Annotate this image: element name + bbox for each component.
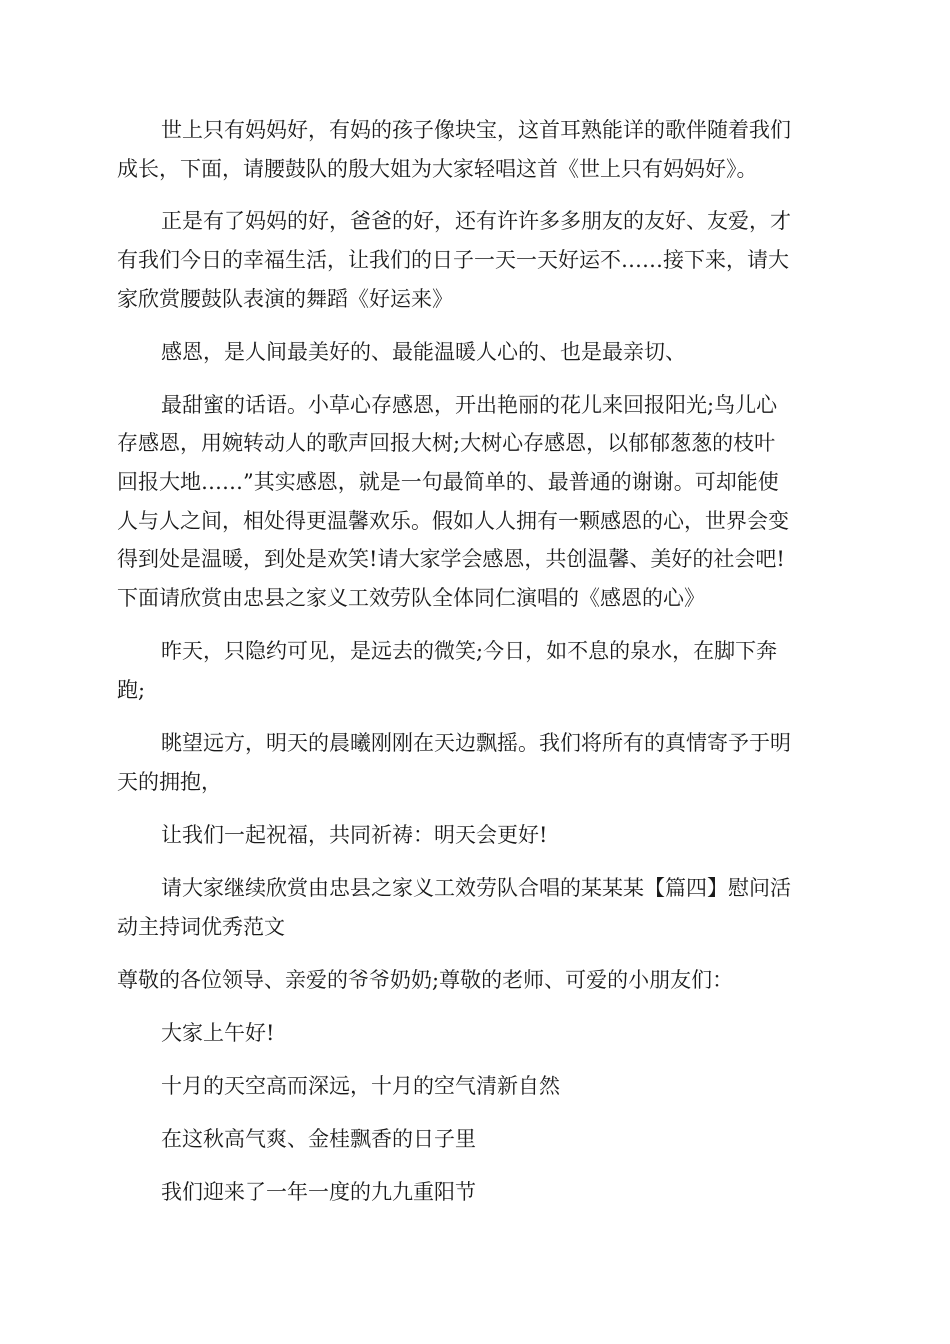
text-line: 我们迎来了一年一度的九九重阳节 (161, 1180, 476, 1204)
text-line: 下面请欣赏由忠县之家义工效劳队全体同仁演唱的《感恩的心》 (117, 586, 705, 610)
text-line: 最甜蜜的话语。小草心存感恩，开出艳丽的花儿来回报阳光;鸟儿心 (161, 393, 778, 417)
text-line: 有我们今日的幸福生活，让我们的日子一天一天好运不……接下来，请大 (117, 248, 789, 272)
text-line: 大家上午好! (161, 1021, 275, 1045)
text-line: 眺望远方，明天的晨曦刚刚在天边飘摇。我们将所有的真情寄予于明 (161, 731, 791, 755)
text-line: 正是有了妈妈的好，爸爸的好，还有许许多多朋友的友好、友爱，才 (161, 209, 791, 233)
text-line: 回报大地……”其实感恩，就是一句最简单的、最普通的谢谢。可却能使 (117, 470, 779, 494)
text-line: 家欣赏腰鼓队表演的舞蹈《好运来》 (117, 287, 453, 311)
text-line: 跑; (117, 678, 146, 702)
text-line: 十月的天空高而深远，十月的空气清新自然 (161, 1074, 560, 1098)
text-line: 人与人之间，相处得更温馨欢乐。假如人人拥有一颗感恩的心，世界会变 (117, 509, 789, 533)
text-line: 请大家继续欣赏由忠县之家义工效劳队合唱的某某某【篇四】慰问活 (161, 876, 791, 900)
text-line: 存感恩，用婉转动人的歌声回报大树;大树心存感恩，以郁郁葱葱的枝叶 (117, 431, 776, 455)
text-line: 昨天，只隐约可见，是远去的微笑;今日，如不息的泉水，在脚下奔 (161, 639, 778, 663)
text-line: 尊敬的各位领导、亲爱的爷爷奶奶;尊敬的老师、可爱的小朋友们： (117, 968, 734, 992)
text-line: 动主持词优秀范文 (117, 915, 285, 939)
text-line: 让我们一起祝福，共同祈祷：明天会更好! (161, 823, 548, 847)
text-line: 得到处是温暖，到处是欢笑!请大家学会感恩，共创温馨、美好的社会吧! (117, 547, 785, 571)
text-line: 感恩，是人间最美好的、最能温暖人心的、也是最亲切、 (161, 340, 686, 364)
text-line: 成长，下面，请腰鼓队的殷大姐为大家轻唱这首《世上只有妈妈好》。 (117, 157, 758, 181)
text-line: 天的拥抱， (117, 770, 222, 794)
text-line: 在这秋高气爽、金桂飘香的日子里 (161, 1127, 476, 1151)
text-line: 世上只有妈妈好，有妈的孩子像块宝，这首耳熟能详的歌伴随着我们 (161, 118, 791, 142)
